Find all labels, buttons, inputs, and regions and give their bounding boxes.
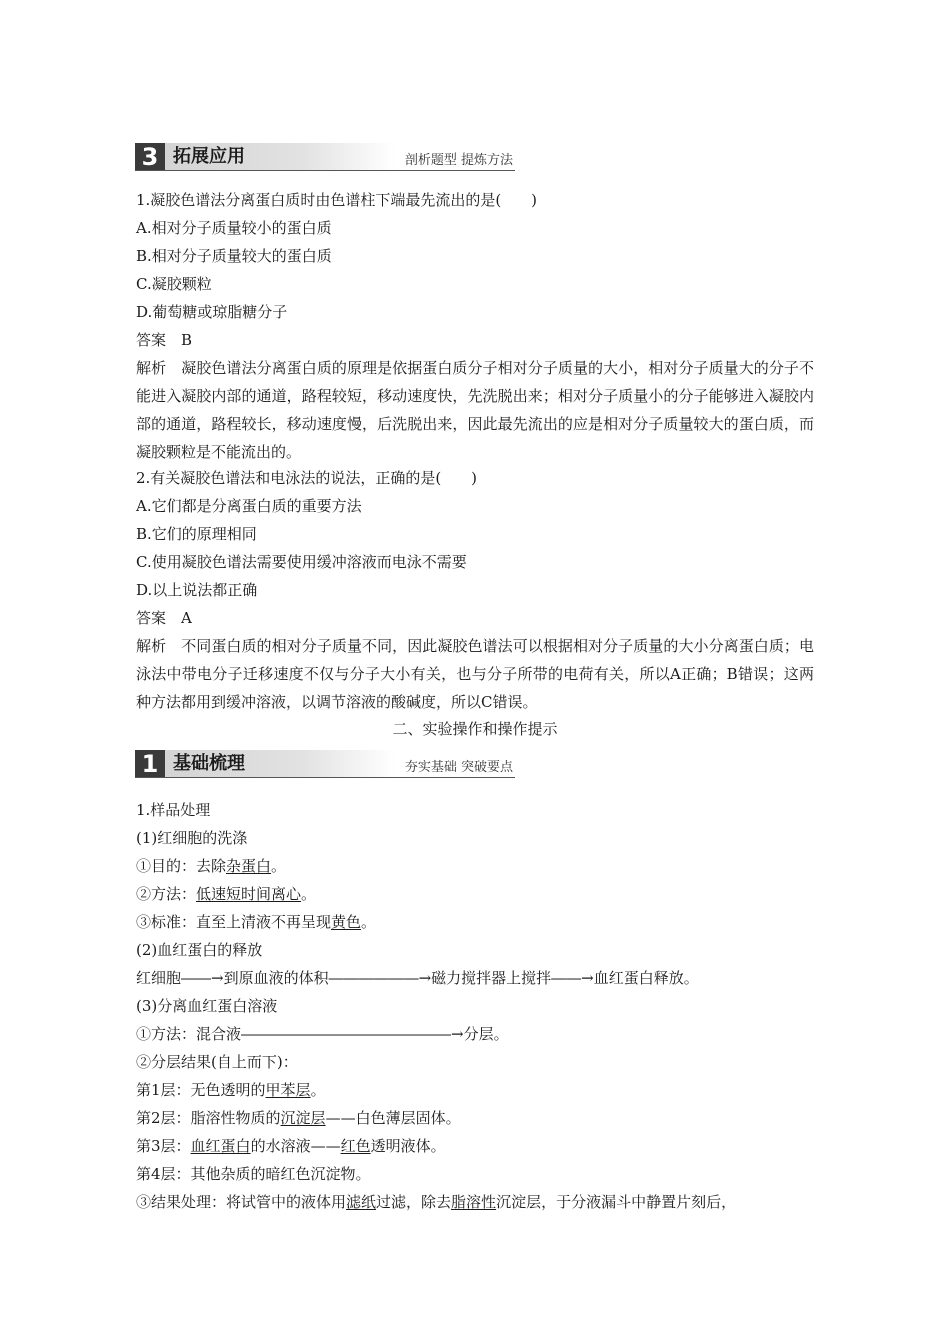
blank-answer: 滤纸 xyxy=(346,1193,377,1211)
question-2-option-b: B.它们的原理相同 xyxy=(136,525,257,543)
question-1-option-b: B.相对分子质量较大的蛋白质 xyxy=(136,247,332,265)
banner-subtitle: 剖析题型 提炼方法 xyxy=(404,153,513,168)
blank-answer: 沉淀层 xyxy=(280,1109,326,1127)
item-result-processing: ③结果处理：将试管中的液体用滤纸过滤，除去脂溶性沉淀层，于分液漏斗中静置片刻后， xyxy=(136,1193,737,1211)
banner-subtitle: 夯实基础 突破要点 xyxy=(404,760,513,775)
flow-layering: ①方法：混合液――――――――――――――→分层。 xyxy=(136,1025,509,1043)
question-2-answer: 答案 A xyxy=(136,609,192,627)
blank-answer: 低速短时间离心 xyxy=(196,885,302,903)
flow-release: 红细胞――→到原血液的体积――――――→磁力搅拌器上搅拌――→血红蛋白释放。 xyxy=(136,969,699,987)
item-purpose: ①目的：去除杂蛋白。 xyxy=(136,857,287,875)
question-2-analysis: 解析 不同蛋白质的相对分子质量不同，因此凝胶色谱法可以根据相对分子质量的大小分离蛋白质；电泳法中带电分子迁移速度不仅与分子大小有关，也与分子所带的电荷有关，所以A正确；B错误；这两种方法都用到缓冲溶液，以调节溶液的酸碱度，所以C错误。 xyxy=(136,637,814,711)
banner-title: 基础梳理 xyxy=(165,750,395,778)
question-1-option-a: A.相对分子质量较小的蛋白质 xyxy=(136,219,332,237)
banner-number: 1 xyxy=(135,750,165,778)
item-sample-processing: 1.样品处理 xyxy=(136,801,211,819)
question-1-stem: 1.凝胶色谱法分离蛋白质时由色谱柱下端最先流出的是( ) xyxy=(136,191,538,209)
item-method: ②方法：低速短时间离心。 xyxy=(136,885,317,903)
item-separate-solution: (3)分离血红蛋白溶液 xyxy=(136,997,278,1015)
blank-answer: 甲苯层 xyxy=(265,1081,311,1099)
banner-title: 拓展应用 xyxy=(165,143,395,171)
section-heading: 二、实验操作和操作提示 xyxy=(392,720,558,738)
blank-answer: 脂溶性 xyxy=(451,1193,497,1211)
question-1-analysis: 解析 凝胶色谱法分离蛋白质的原理是依据蛋白质分子相对分子质量的大小，相对分子质量大的分子不能进入凝胶内部的通道，路程较短，移动速度快，先洗脱出来；相对分子质量小的分子能够进入凝胶内部的通道，路程较长，移动速度慢，后洗脱出来，因此最先流出的应是相对分子质量较大的蛋白质，而凝胶颗粒是不能流出的。 xyxy=(136,359,814,461)
blank-answer: 黄色 xyxy=(331,913,362,931)
item-hemoglobin-release: (2)血红蛋白的释放 xyxy=(136,941,263,959)
question-2-stem: 2.有关凝胶色谱法和电泳法的说法，正确的是( ) xyxy=(136,469,478,487)
layer-2: 第2层：脂溶性物质的沉淀层——白色薄层固体。 xyxy=(136,1109,461,1127)
banner-number: 3 xyxy=(135,143,165,171)
question-1-option-d: D.葡萄糖或琼脂糖分子 xyxy=(136,303,288,321)
layer-1: 第1层：无色透明的甲苯层。 xyxy=(136,1081,326,1099)
section-banner-basics xyxy=(135,750,515,780)
item-layer-result: ②分层结果(自上而下)： xyxy=(136,1053,298,1071)
item-standard: ③标准：直至上清液不再呈现黄色。 xyxy=(136,913,377,931)
question-1-answer: 答案 B xyxy=(136,331,193,349)
banner-rule xyxy=(135,777,515,778)
question-2-option-a: A.它们都是分离蛋白质的重要方法 xyxy=(136,497,362,515)
question-1-option-c: C.凝胶颗粒 xyxy=(136,275,212,293)
section-banner-extension xyxy=(135,143,515,173)
item-rbc-washing: (1)红细胞的洗涤 xyxy=(136,829,248,847)
blank-answer: 杂蛋白 xyxy=(226,857,272,875)
layer-4: 第4层：其他杂质的暗红色沉淀物。 xyxy=(136,1165,371,1183)
blank-answer: 红色 xyxy=(340,1137,371,1155)
layer-3: 第3层：血红蛋白的水溶液——红色透明液体。 xyxy=(136,1137,446,1155)
blank-answer: 血红蛋白 xyxy=(190,1137,251,1155)
banner-rule xyxy=(135,170,515,171)
question-2-option-d: D.以上说法都正确 xyxy=(136,581,258,599)
question-2-option-c: C.使用凝胶色谱法需要使用缓冲溶液而电泳不需要 xyxy=(136,553,467,571)
